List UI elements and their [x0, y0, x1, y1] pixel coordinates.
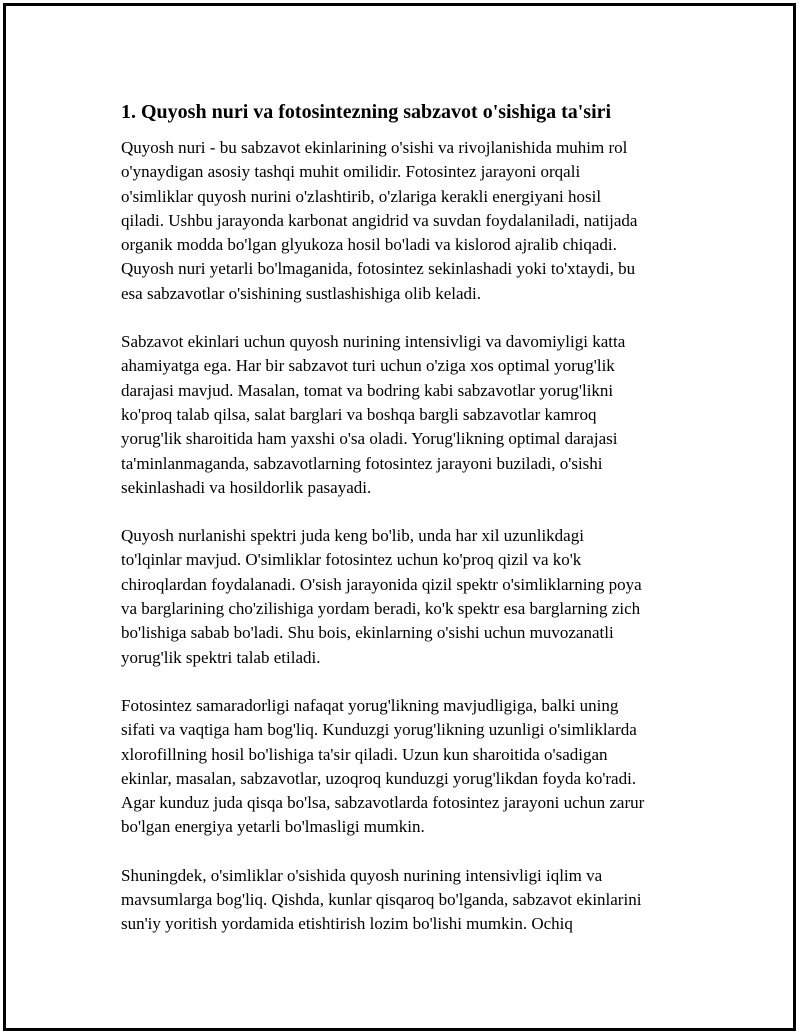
text-line: qiladi. Ushbu jarayonda karbonat angidrid va suvdan foydalaniladi, natijada — [121, 210, 638, 230]
text-line: to'lqinlar mavjud. O'simliklar fotosintez uchun ko'proq qizil va ko'k — [121, 550, 582, 570]
text-line: bo'lishiga sabab bo'ladi. Shu bois, ekinlarning o'sishi uchun muvozanatli — [121, 623, 614, 643]
text-line: darajasi mavjud. Masalan, tomat va bodring kabi sabzavotlar yorug'likni — [121, 380, 614, 400]
text-line: esa sabzavotlar o'sishining sustlashishiga olib keladi. — [121, 283, 482, 303]
text-line: yorug'lik spektri talab etiladi. — [121, 647, 321, 667]
text-line: chiroqlardan foydalanadi. O'sish jarayonida qizil spektr o'simliklarning poya — [121, 574, 642, 594]
paragraph-2 — [121, 330, 701, 500]
text-line: Quyosh nuri yetarli bo'lmaganida, fotosintez sekinlashadi yoki to'xtaydi, bu — [121, 259, 636, 279]
text-line: Quyosh nuri - bu sabzavot ekinlarining o'sishi va rivojlanishida muhim rol — [121, 138, 628, 157]
page-frame — [3, 3, 796, 1031]
text-line: va barglarining cho'zilishiga yordam beradi, ko'k spektr esa barglarning zich — [121, 599, 641, 619]
paragraph-4 — [121, 694, 701, 840]
text-line: organik modda bo'lgan glyukoza hosil bo'ladi va kislorod ajralib chiqadi. — [121, 235, 617, 255]
text-line: ta'minlanmaganda, sabzavotlarning fotosintez jarayoni buziladi, o'sishi — [121, 453, 603, 473]
paragraph-list — [121, 136, 701, 937]
text-line: ahamiyatga ega. Har bir sabzavot turi uchun o'ziga xos optimal yorug'lik — [121, 356, 615, 376]
paragraph-1 — [121, 136, 701, 306]
paragraph-3 — [121, 524, 701, 670]
text-line: bo'lgan energiya yetarli bo'lmasligi mumkin. — [121, 817, 425, 837]
text-line: Fotosintez samaradorligi nafaqat yorug'likning mavjudligiga, balki uning — [121, 695, 619, 715]
paragraph-5 — [121, 864, 701, 937]
text-line: o'ynaydigan asosiy tashqi muhit omilidir. Fotosintez jarayoni orqali — [121, 162, 581, 182]
text-line: sun'iy yoritish yordamida etishtirish lozim bo'lishi mumkin. Ochiq — [121, 914, 573, 934]
text-line: yorug'lik sharoitida ham yaxshi o'sa oladi. Yorug'likning optimal darajasi — [121, 429, 618, 449]
text-line: xlorofillning hosil bo'lishiga ta'sir qiladi. Uzun kun sharoitida o'sadigan — [121, 744, 608, 764]
text-line: Sabzavot ekinlari uchun quyosh nurining intensivligi va davomiyligi katta — [121, 332, 626, 352]
text-line: Quyosh nurlanishi spektri juda keng bo'lib, unda har xil uzunlikdagi — [121, 526, 584, 546]
document-body — [121, 99, 701, 961]
section-heading: 1. Quyosh nuri va fotosintezning sabzavot o'sishiga ta'siri — [121, 101, 612, 123]
text-line: ko'proq talab qilsa, salat barglari va boshqa bargli sabzavotlar kamroq — [121, 404, 597, 424]
text-line: mavsumlarga bog'liq. Qishda, kunlar qisqaroq bo'lganda, sabzavot ekinlarini — [121, 890, 642, 910]
text-line: Agar kunduz juda qisqa bo'lsa, sabzavotlarda fotosintez jarayoni uchun zarur — [121, 793, 645, 813]
text-line: sekinlashadi va hosildorlik pasayadi. — [121, 477, 372, 497]
text-line: Shuningdek, o'simliklar o'sishida quyosh nurining intensivligi iqlim va — [121, 865, 603, 885]
text-line: ekinlar, masalan, sabzavotlar, uzoqroq kunduzgi yorug'likdan foyda ko'radi. — [121, 768, 637, 788]
text-line: o'simliklar quyosh nurini o'zlashtirib, o'zlariga kerakli energiyani hosil — [121, 186, 602, 206]
text-line: sifati va vaqtiga ham bog'liq. Kunduzgi yorug'likning uzunligi o'simliklarda — [121, 720, 637, 740]
